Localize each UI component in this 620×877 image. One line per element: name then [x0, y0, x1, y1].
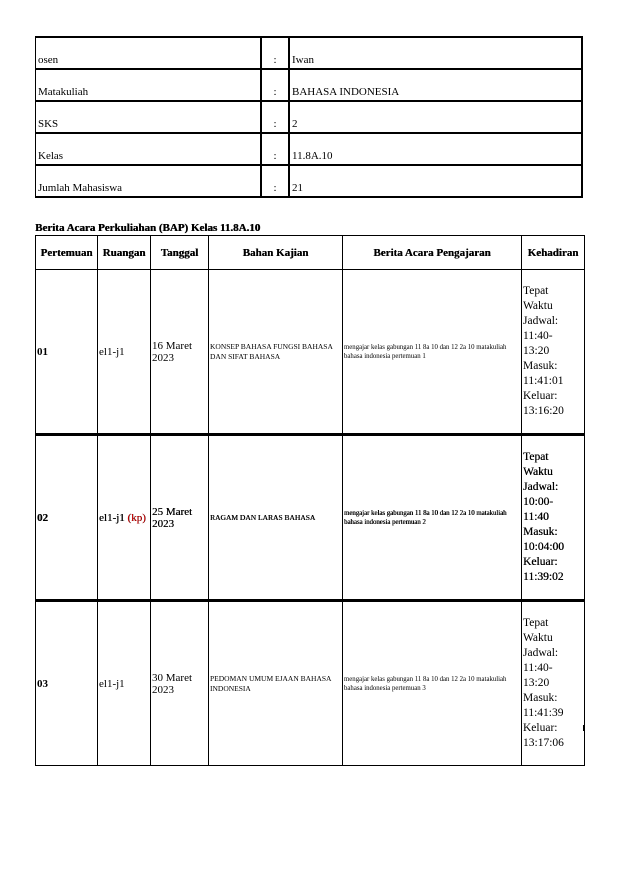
kehadiran-line: Keluar:: [523, 722, 558, 734]
info-separator: :: [261, 165, 289, 197]
kehadiran-line: 11:40-: [523, 330, 553, 342]
ruangan-note: (kp): [127, 511, 146, 524]
kehadiran-line: 10:00-: [523, 496, 554, 508]
bahan-kajian-cell: KONSEP BAHASA FUNGSI BAHASA DAN SIFAT BAHASA: [209, 270, 343, 435]
info-row-jumlah-mahasiswa: [36, 165, 583, 197]
kehadiran-line: Keluar:: [523, 556, 558, 568]
info-separator: :: [261, 37, 289, 69]
info-row-sks: [36, 101, 583, 133]
bap-table: [35, 235, 585, 766]
kehadiran-line: Jadwal:: [523, 315, 559, 327]
info-label: osen: [36, 37, 262, 69]
info-label: Matakuliah: [36, 69, 262, 101]
kehadiran-line: Tepat: [523, 451, 549, 463]
info-value: 2: [289, 101, 582, 133]
ruangan-cell: [98, 435, 151, 601]
kehadiran-line: Keluar:: [523, 390, 558, 402]
kehadiran-line: Jadwal:: [523, 481, 559, 493]
pertemuan-number: 02: [36, 435, 98, 601]
pertemuan-number: 03: [36, 601, 98, 766]
kehadiran-line: Waktu: [523, 632, 553, 644]
kehadiran-line: Waktu: [523, 466, 553, 478]
kehadiran-line: Masuk:: [523, 692, 558, 704]
info-row-matakuliah: [36, 69, 583, 101]
table-row: [36, 601, 585, 766]
bap-header-row: [36, 236, 585, 270]
info-value: 21: [289, 165, 582, 197]
table-row: [36, 270, 585, 435]
kehadiran-line: 11:39:02: [523, 571, 564, 583]
bap-title: Berita Acara Perkuliahan (BAP) Kelas 11.8A.10: [35, 222, 261, 234]
info-separator: :: [261, 133, 289, 165]
ruangan-cell: el1-j1: [98, 270, 151, 435]
kehadiran-line: 10:04:00: [523, 541, 564, 553]
info-value: 11.8A.10: [289, 133, 582, 165]
ruangan-code: el1-j1: [99, 511, 125, 524]
course-info-table: [35, 36, 583, 198]
header-berita-acara: Berita Acara Pengajaran: [343, 236, 522, 270]
berita-acara-cell: mengajar kelas gabungan 11 8a 10 dan 12 2a 10 matakuliah bahasa indonesia pertemuan 2: [343, 435, 522, 601]
kehadiran-line: 13:17:06: [523, 737, 564, 749]
kehadiran-line: Masuk:: [523, 526, 558, 538]
info-separator: :: [261, 69, 289, 101]
info-label: SKS: [36, 101, 262, 133]
header-tanggal: Tanggal: [151, 236, 209, 270]
kehadiran-line: Masuk:: [523, 360, 558, 372]
tanggal-cell: 25 Maret 2023: [151, 435, 209, 601]
table-row: [36, 435, 585, 601]
tanggal-cell: 30 Maret 2023: [151, 601, 209, 766]
header-ruangan: Ruangan: [98, 236, 151, 270]
kehadiran-line: 11:40-: [523, 662, 553, 674]
kehadiran-line: 13:16:20: [523, 405, 564, 417]
info-separator: :: [261, 101, 289, 133]
tanggal-cell: 16 Maret 2023: [151, 270, 209, 435]
header-bahan-kajian: Bahan Kajian: [209, 236, 343, 270]
kehadiran-line: Jadwal:: [523, 647, 559, 659]
kehadiran-line: 11:41:39: [523, 707, 564, 719]
header-pertemuan: Pertemuan: [36, 236, 98, 270]
kehadiran-line: 11:41:01: [523, 375, 564, 387]
bahan-kajian-cell: RAGAM DAN LARAS BAHASA: [209, 435, 343, 601]
bahan-kajian-cell: PEDOMAN UMUM EJAAN BAHASA INDONESIA: [209, 601, 343, 766]
kehadiran-line: Waktu: [523, 300, 553, 312]
info-row-dosen: [36, 37, 583, 69]
info-row-kelas: [36, 133, 583, 165]
info-label: Jumlah Mahasiswa: [36, 165, 262, 197]
kehadiran-line: 13:20: [523, 345, 550, 357]
info-value: BAHASA INDONESIA: [289, 69, 582, 101]
kehadiran-line: 13:20: [523, 677, 550, 689]
table-continuation: [35, 725, 584, 731]
ruangan-cell: el1-j1: [98, 601, 151, 766]
kehadiran-line: Tepat: [523, 617, 549, 629]
info-value: Iwan: [289, 37, 582, 69]
kehadiran-line: Tepat: [523, 285, 549, 297]
pertemuan-number: 01: [36, 270, 98, 435]
kehadiran-cell: [522, 435, 585, 601]
header-kehadiran: Kehadiran: [522, 236, 585, 270]
berita-acara-cell: mengajar kelas gabungan 11 8a 10 dan 12 2a 10 matakuliah bahasa indonesia pertemuan 1: [343, 270, 522, 435]
berita-acara-cell: mengajar kelas gabungan 11 8a 10 dan 12 2a 10 matakuliah bahasa indonesia pertemuan 3: [343, 601, 522, 766]
kehadiran-cell: [522, 270, 585, 435]
kehadiran-line: 11:40: [523, 511, 549, 523]
info-label: Kelas: [36, 133, 262, 165]
kehadiran-cell: [522, 601, 585, 766]
